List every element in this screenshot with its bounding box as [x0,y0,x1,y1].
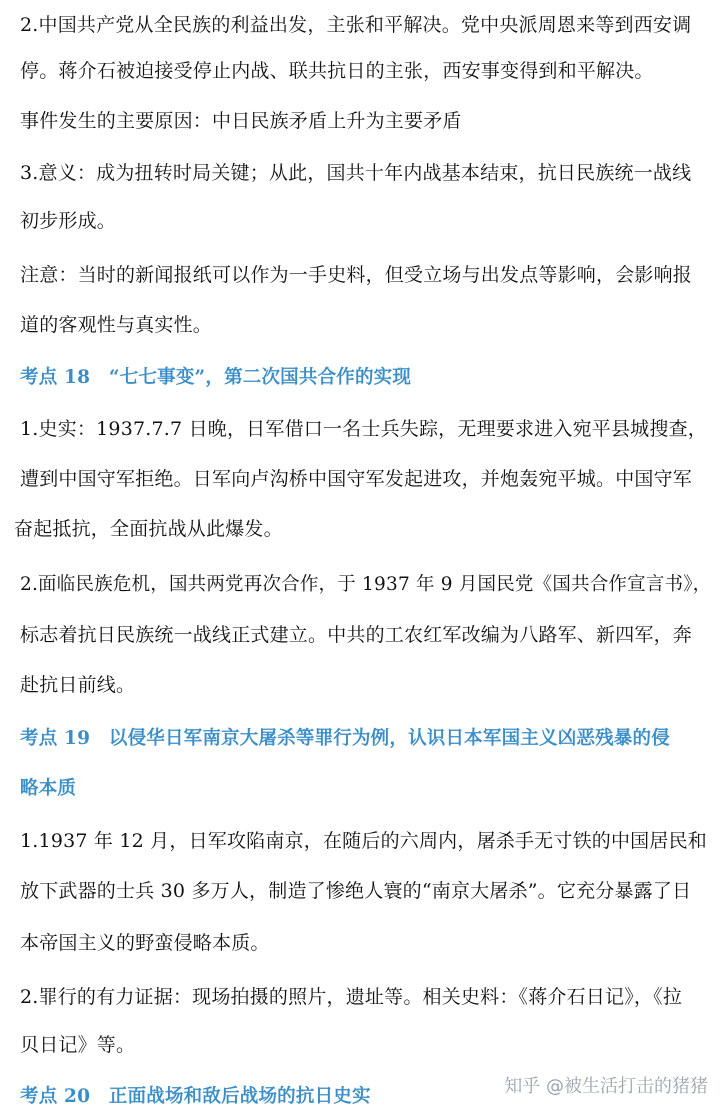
paragraph-line: 本帝国主义的野蛮侵略本质。 [20,932,270,954]
paragraph-line: 贝日记》等。 [20,1034,136,1056]
paragraph-line: 2.罪行的有力证据：现场拍摄的照片，遗址等。相关史料：《蒋介石日记》，《拉 [20,986,683,1008]
section-heading-19-cont: 略本质 [20,778,77,799]
paragraph-line: 1.史实：1937.7.7 日晚，日军借口一名士兵失踪，无理要求进入宛平县城搜查， [20,418,707,440]
section-heading-19: 考点 19 以侵华日军南京大屠杀等罪行为例，认识日本军国主义凶恶残暴的侵 [20,728,670,749]
paragraph-line: 标志着抗日民族统一战线正式建立。中共的工农红军改编为八路军、新四军，奔 [20,624,693,646]
paragraph-line: 2.面临民族危机，国共两党再次合作，于 1937 年 9 月国民党《国共合作宣言书》， [20,574,712,595]
paragraph-line: 赴抗日前线。 [20,674,136,696]
paragraph-line: 遭到中国守军拒绝。日军向卢沟桥中国守军发起进攻，并炮轰宛平城。中国守军 [20,468,693,490]
paragraph-line: 道的客观性与真实性。 [20,314,213,336]
paragraph-line: 停。蒋介石被迫接受停止内战、联共抗日的主张，西安事变得到和平解决。 [20,60,654,82]
paragraph-line: 注意：当时的新闻报纸可以作为一手史料，但受立场与出发点等影响，会影响报 [20,264,693,286]
paragraph-line: 放下武器的士兵 30 多万人，制造了惨绝人寰的“南京大屠杀”。它充分暴露了日 [20,880,692,902]
section-heading-18: 考点 18 “七七事变”，第二次国共合作的实现 [20,367,412,388]
section-heading-20: 考点 20 正面战场和敌后战场的抗日史实 [20,1086,371,1107]
paragraph-line: 事件发生的主要原因：中日民族矛盾上升为主要矛盾 [20,110,462,132]
paragraph-line: 奋起抵抗，全面抗战从此爆发。 [14,518,283,540]
paragraph-line: 初步形成。 [20,210,117,232]
paragraph-line: 1.1937 年 12 月，日军攻陷南京，在随后的六周内，屠杀手无寸铁的中国居民和 [20,830,707,852]
paragraph-line: 2.中国共产党从全民族的利益出发，主张和平解决。党中央派周恩来等到西安调 [20,14,692,36]
paragraph-line: 3.意义：成为扭转时局关键；从此，国共十年内战基本结束，抗日民族统一战线 [20,162,692,184]
zhihu-watermark: 知乎 @被生活打击的猪猪 [504,1076,708,1097]
